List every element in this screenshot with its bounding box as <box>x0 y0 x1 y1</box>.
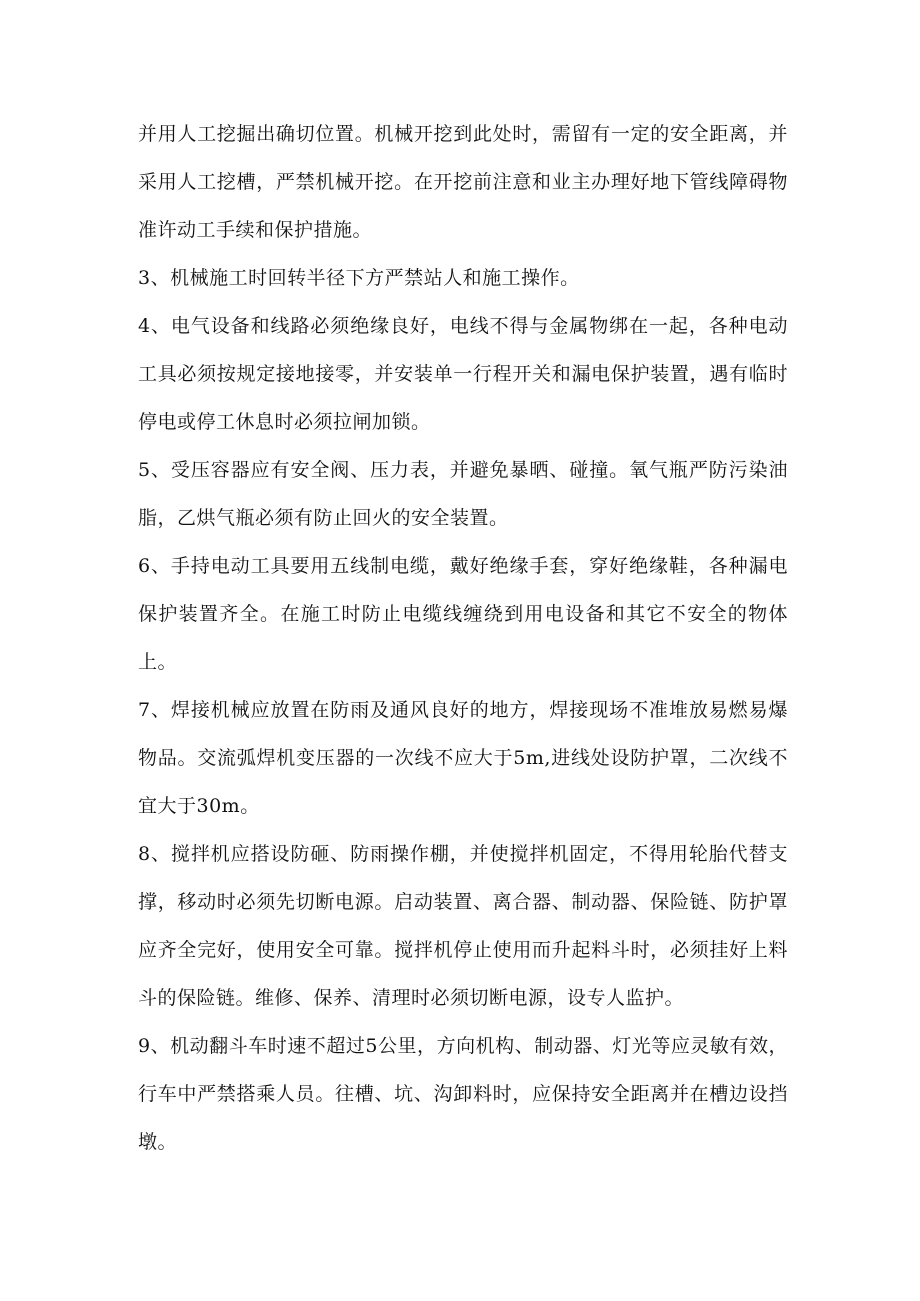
paragraph-item-7: 7、焊接机械应放置在防雨及通风良好的地方，焊接现场不准堆放易燃易爆物品。交流弧焊机变压器的一次线不应大于5m,进线处设防护罩，二次线不宜大于30m。 <box>138 699 788 817</box>
paragraph-item-4: 4、电气设备和线路必须绝缘良好，电线不得与金属物绑在一起，各种电动工具必须按规定接地接零，并安装单一行程开关和漏电保护装置，遇有临时停电或停工休息时必须拉闸加锁。 <box>138 315 788 433</box>
paragraph-item-6: 6、手持电动工具要用五线制电缆，戴好绝缘手套，穿好绝缘鞋，各种漏电保护装置齐全。在施工时防止电缆线缠绕到用电设备和其它不安全的物体上。 <box>138 555 788 673</box>
paragraph-continuation: 并用人工挖掘出确切位置。机械开挖到此处时，需留有一定的安全距离，并采用人工挖槽，严禁机械开挖。在开挖前注意和业主办理好地下管线障碍物准许动工手续和保护措施。 <box>138 123 788 241</box>
paragraph-item-8: 8、搅拌机应搭设防砸、防雨操作棚，并使搅拌机固定，不得用轮胎代替支撑，移动时必须先切断电源。启动装置、离合器、制动器、保险链、防护罩应齐全完好，使用安全可靠。搅拌机停止使用而升起料斗时，必须挂好上料斗的保险链。维修、保养、清理时必须切断电源，设专人监护。 <box>138 843 788 1009</box>
paragraph-item-9: 9、机动翻斗车时速不超过5公里，方向机构、制动器、灯光等应灵敏有效，行车中严禁搭乘人员。往槽、坑、沟卸料时，应保持安全距离并在槽边设挡墩。 <box>138 1035 788 1153</box>
paragraph-item-3: 3、机械施工时回转半径下方严禁站人和施工操作。 <box>138 267 580 289</box>
document-body <box>138 110 788 1166</box>
paragraph-item-5: 5、受压容器应有安全阀、压力表，并避免暴晒、碰撞。氧气瓶严防污染油脂，乙烘气瓶必须有防止回火的安全装置。 <box>138 459 788 529</box>
